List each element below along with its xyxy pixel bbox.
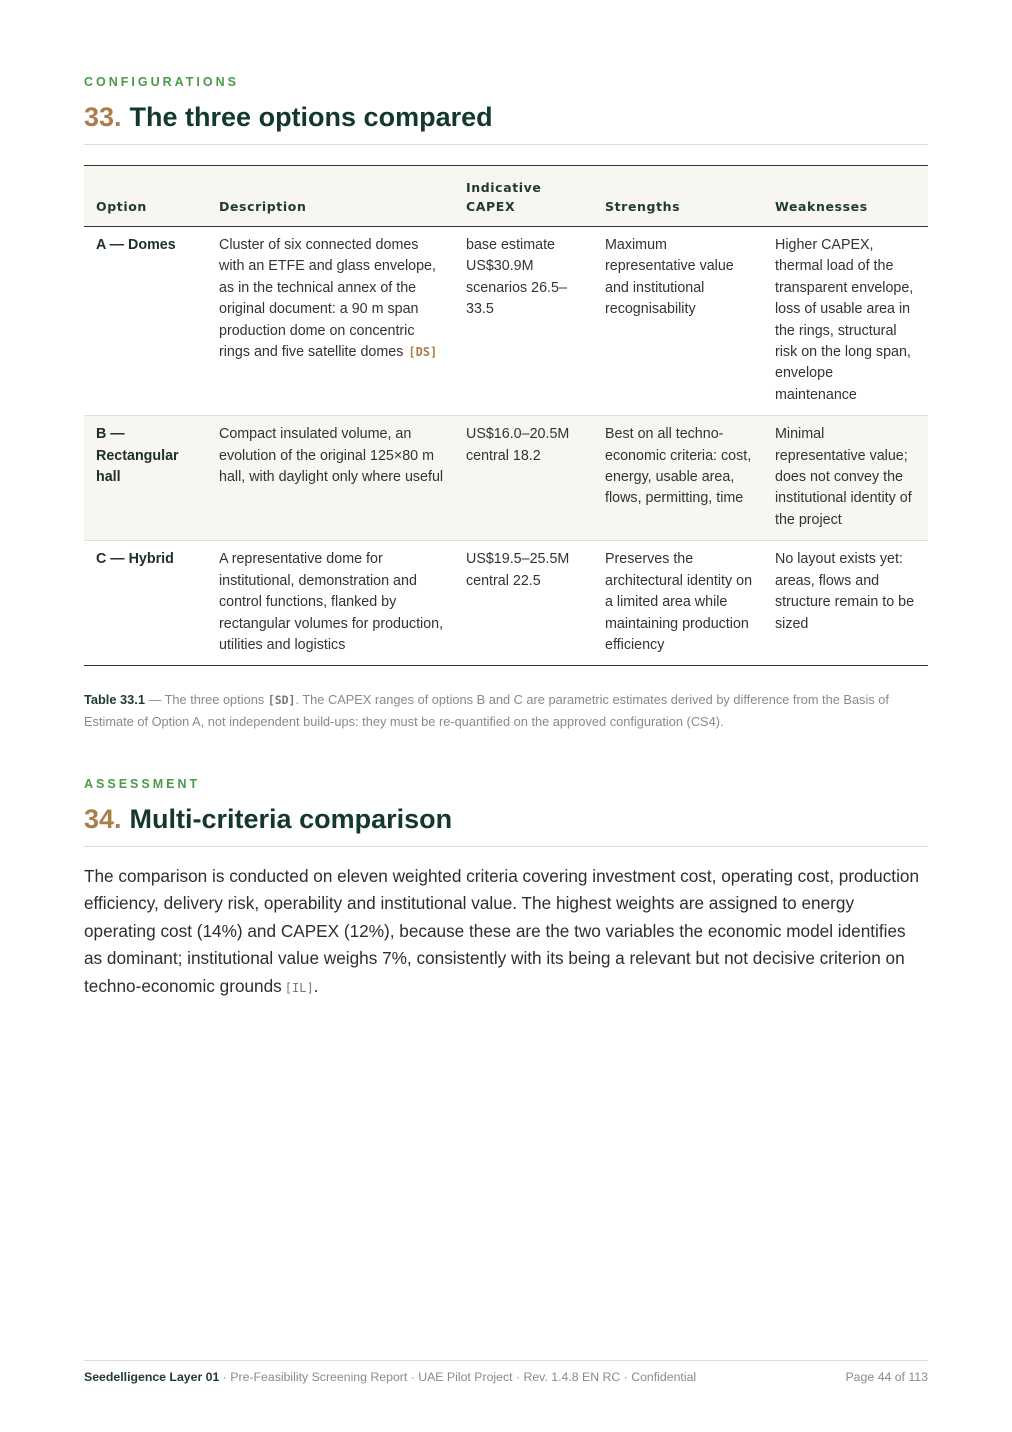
caption-label: Table 33.1 [84,692,145,707]
page-number: Page 44 of 113 [845,1370,928,1384]
cell-description: Compact insulated volume, an evolution of the original 125×80 m hall, with daylight only where useful [207,416,454,541]
options-table [84,165,928,666]
cell-option: B — Rectangular hall [84,416,207,541]
source-tag: [DS] [408,345,438,360]
reference-tag: [IL] [284,980,314,995]
section-heading [84,803,452,835]
cell-strengths: Maximum representative value and institutional recognisability [593,227,763,416]
cell-weaknesses: Minimal representative value; does not convey the institutional identity of the project [763,416,928,541]
body-paragraph: The comparison is conducted on eleven weighted criteria covering investment cost, operating cost, production efficiency, delivery risk, operability and institutional value. The highest weights are assigned to energy operating cost (14%) and CAPEX (12%), because these are the two variables the economic model identifies as dominant; institutional value weighs 7%, consistently with its being a relevant but not decisive criterion on techno-economic grounds [IL]. [84,866,920,996]
table-caption [84,689,928,732]
table-row [84,541,928,666]
header-strengths: Strengths [593,166,763,227]
page-footer [84,1370,928,1384]
footer-text: · Pre-Feasibility Screening Report · UAE Pilot Project · Rev. 1.4.8 EN RC · Confidential [219,1370,697,1384]
caption-dash: — The three options [144,692,268,707]
table-header-row [84,166,928,227]
cell-option: C — Hybrid [84,541,207,666]
cell-strengths: Best on all techno-economic criteria: cost, energy, usable area, flows, permitting, time [593,416,763,541]
cell-description: Cluster of six connected domes with an ETFE and glass envelope, as in the technical annex of the original document: a 90 m span production dome on concentric rings and five satellite domes [DS] [207,227,454,416]
footer-divider [84,1360,928,1361]
table-row [84,416,928,541]
section-eyebrow: ASSESSMENT [84,777,201,791]
cell-capex: US$16.0–20.5M central 18.2 [454,416,593,541]
header-option: Option [84,166,207,227]
section-title: Multi-criteria comparison [129,804,453,834]
table-row [84,227,928,416]
caption-text: . The CAPEX ranges of options B and C are parametric estimates derived by difference from the Basis of Estimate of Option A, not independent build-ups: they must be re-quantified on the approved configuration (CS4). [84,692,889,729]
cell-weaknesses: No layout exists yet: areas, flows and structure remain to be sized [763,541,928,666]
section-number: 34. [84,804,122,834]
cell-capex: US$19.5–25.5M central 22.5 [454,541,593,666]
cell-capex: base estimate US$30.9M scenarios 26.5–33.5 [454,227,593,416]
footer-brand: Seedelligence Layer 01 [84,1370,220,1384]
header-capex: Indicative CAPEX [454,166,593,227]
cell-weaknesses: Higher CAPEX, thermal load of the transparent envelope, loss of usable area in the rings, structural risk on the long span, envelope maintenance [763,227,928,416]
header-weaknesses: Weaknesses [763,166,928,227]
cell-description: A representative dome for institutional, demonstration and control functions, flanked by rectangular volumes for production, utilities and logistics [207,541,454,666]
section-divider [84,846,928,847]
section-eyebrow: CONFIGURATIONS [84,75,239,89]
section-heading [84,101,493,133]
section-title: The three options compared [129,102,493,132]
section-number: 33. [84,102,122,132]
cell-option: A — Domes [84,227,207,416]
caption-tag: [SD] [267,693,296,707]
cell-strengths: Preserves the architectural identity on a limited area while maintaining production efficiency [593,541,763,666]
section-divider [84,144,928,145]
header-description: Description [207,166,454,227]
